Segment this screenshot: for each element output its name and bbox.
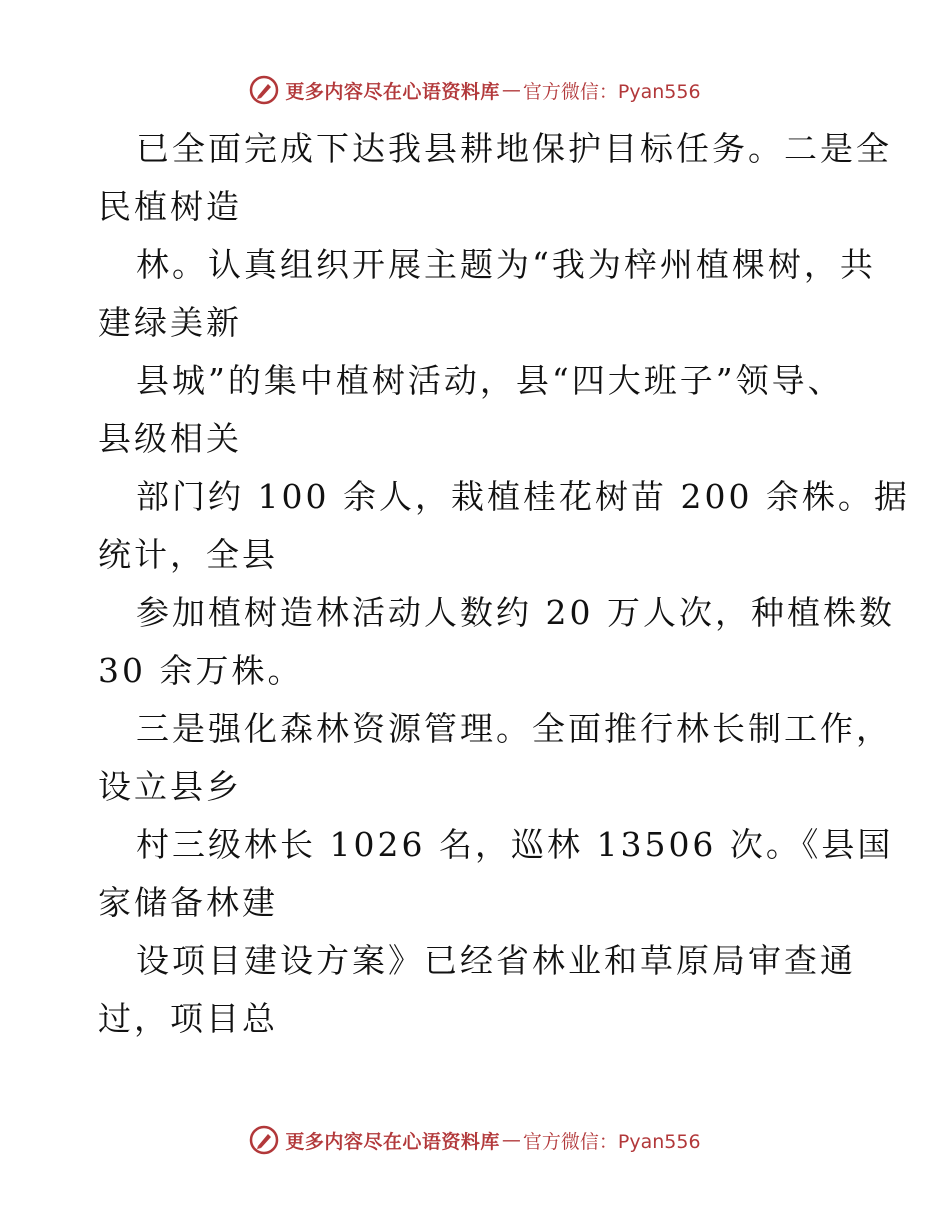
text-line: 建绿美新 — [98, 303, 242, 342]
footer-banner — [0, 1120, 950, 1160]
banner-contact: 官方微信：Pyan556 — [522, 1130, 701, 1153]
text-line: 设项目建设方案》已经省林业和草原局审查通 — [136, 941, 856, 980]
text-line: 县级相关 — [98, 419, 242, 458]
document-body — [98, 120, 910, 1048]
text-line: 30 余万株。 — [98, 651, 304, 690]
text-line: 林。认真组织开展主题为“我为梓州植棵树，共 — [136, 245, 876, 284]
text-line: 设立县乡 — [98, 767, 242, 806]
banner-title: 更多内容尽在心语资料库 — [285, 80, 500, 103]
header-banner — [0, 70, 950, 110]
pen-logo-icon — [249, 1125, 279, 1155]
banner-contact: 官方微信：Pyan556 — [522, 80, 701, 103]
banner-separator: — — [501, 79, 521, 101]
text-line: 县城”的集中植树活动，县“四大班子”领导、 — [136, 361, 844, 400]
text-line: 已全面完成下达我县耕地保护目标任务。二是全 — [136, 129, 892, 168]
text-line: 过，项目总 — [98, 999, 278, 1038]
text-line: 民植树造 — [98, 187, 242, 226]
pen-logo-icon — [249, 75, 279, 105]
text-line: 统计，全县 — [98, 535, 278, 574]
text-line: 村三级林长 1026 名，巡林 13506 次。《县国 — [136, 825, 894, 864]
text-line: 参加植树造林活动人数约 20 万人次，种植株数 — [136, 593, 895, 632]
banner-separator: — — [501, 1129, 521, 1151]
banner-title: 更多内容尽在心语资料库 — [285, 1130, 500, 1153]
text-line: 家储备林建 — [98, 883, 278, 922]
text-line: 三是强化森林资源管理。全面推行林长制工作， — [136, 709, 892, 748]
text-line: 部门约 100 余人，栽植桂花树苗 200 余株。据 — [136, 477, 910, 516]
